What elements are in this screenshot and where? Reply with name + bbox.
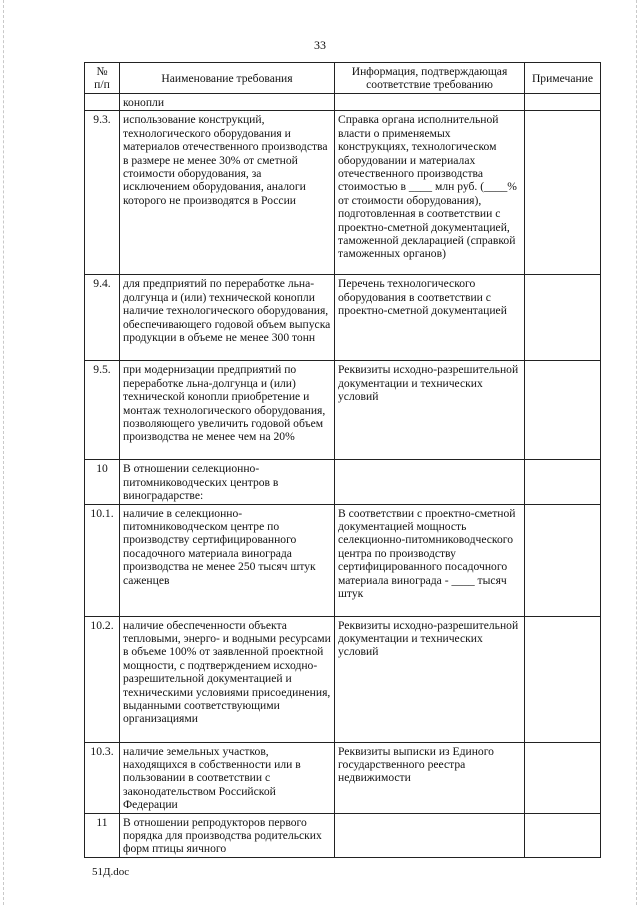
table-row <box>85 361 601 460</box>
page-number: 33 <box>314 38 326 52</box>
row-confirmation: Реквизиты выписки из Единого государственного реестра недвижимости <box>335 742 525 813</box>
row-note <box>525 616 601 742</box>
row-num: 9.5. <box>85 361 120 460</box>
row-note <box>525 275 601 361</box>
scan-edge-right <box>636 0 638 905</box>
header-info: Информация, подтверждающая соответствие требованию <box>335 63 525 94</box>
table-row <box>85 94 601 111</box>
row-num: 10.1. <box>85 504 120 616</box>
row-note <box>525 504 601 616</box>
row-requirement: наличие земельных участков, находящихся в собственности или в пользовании в соответствии с законодательством Российской Федерации <box>120 742 335 813</box>
row-note <box>525 111 601 275</box>
row-note <box>525 361 601 460</box>
row-note <box>525 742 601 813</box>
row-confirmation: Справка органа исполнительной власти о применяемых конструкциях, технологическом оборудовании и материалах отечественного производства стоимостью в ____ млн руб. (____% от стоимости оборудования), подготовленная в соответствии с проектно-сметной документацией, таможенной декларацией (справкой таможенных органов) <box>335 111 525 275</box>
table-row <box>85 616 601 742</box>
row-note <box>525 94 601 111</box>
row-num <box>85 94 120 111</box>
row-requirement: использование конструкций, технологического оборудования и материалов отечественного производства в размере не менее 30% от сметной стоимости оборудования, за исключением оборудования, аналоги которого не производятся в России <box>120 111 335 275</box>
requirements-table <box>84 62 601 858</box>
row-requirement: при модернизации предприятий по переработке льна-долгунца и (или) технической конопли приобретение и монтаж технологического оборудования, позволяющего увеличить годовой объем производства не менее чем на 20% <box>120 361 335 460</box>
row-confirmation <box>335 813 525 857</box>
row-confirmation: Перечень технологического оборудования в соответствии с проектно-сметной документацией <box>335 275 525 361</box>
row-requirement: конопли <box>120 94 335 111</box>
row-confirmation: Реквизиты исходно-разрешительной документации и технических условий <box>335 616 525 742</box>
row-num: 10 <box>85 460 120 504</box>
row-confirmation <box>335 94 525 111</box>
row-num: 9.4. <box>85 275 120 361</box>
file-name-footer: 51Д.doc <box>92 866 130 878</box>
table-row <box>85 742 601 813</box>
row-note <box>525 460 601 504</box>
row-confirmation <box>335 460 525 504</box>
row-requirement: В отношении репродукторов первого порядка для производства родительских форм птицы яичного <box>120 813 335 857</box>
header-name: Наименование требования <box>120 63 335 94</box>
row-num: 10.2. <box>85 616 120 742</box>
table-row <box>85 275 601 361</box>
row-confirmation: В соответствии с проектно-сметной документацией мощность селекционно-питомниководческого центра по производству сертифицированного посадочного материала винограда - ____ тысяч штук <box>335 504 525 616</box>
row-requirement: наличие в селекционно-питомниководческом центре по производству сертифицированного посадочного материала винограда производства не менее 250 тысяч штук саженцев <box>120 504 335 616</box>
row-num: 11 <box>85 813 120 857</box>
table-row <box>85 813 601 857</box>
row-num: 10.3. <box>85 742 120 813</box>
header-note: Примечание <box>525 63 601 94</box>
scan-edge-left <box>3 0 5 905</box>
table-header-row <box>85 63 601 94</box>
row-requirement: для предприятий по переработке льна-долгунца и (или) технической конопли наличие технологического оборудования, обеспечивающего годовой объем выпуска продукции в объеме не менее 300 тонн <box>120 275 335 361</box>
table-row <box>85 504 601 616</box>
table-row <box>85 111 601 275</box>
row-requirement: наличие обеспеченности объекта тепловыми, энерго- и водными ресурсами в объеме 100% от заявленной проектной мощности, с подтверждением исходно-разрешительной документацией и техническими условиями присоединения, выданными соответствующими организациями <box>120 616 335 742</box>
row-confirmation: Реквизиты исходно-разрешительной документации и технических условий <box>335 361 525 460</box>
row-num: 9.3. <box>85 111 120 275</box>
header-num: № п/п <box>85 63 120 94</box>
row-requirement: В отношении селекционно-питомниководческих центров в виноградарстве: <box>120 460 335 504</box>
table-row <box>85 460 601 504</box>
row-note <box>525 813 601 857</box>
